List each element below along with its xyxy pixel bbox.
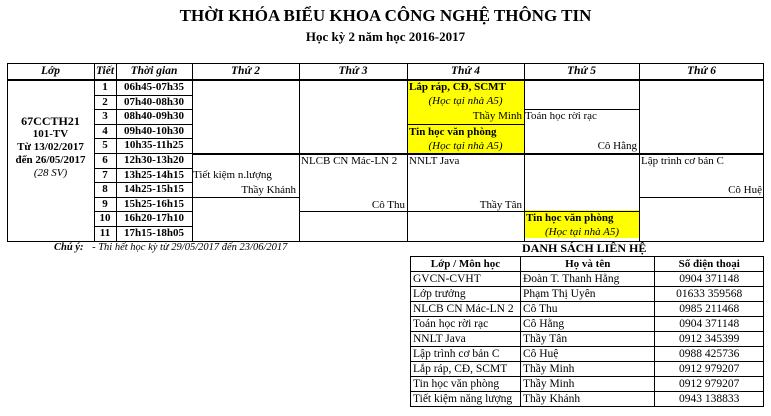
session-thu4-tin-hoc-note: (Học tại nhà A5) [428,140,503,152]
grid-line [94,109,193,110]
class-room: 101-TV [32,128,69,140]
grid-line [407,211,525,212]
period-time: 15h25-16h15 [124,197,184,210]
grid-line [407,124,525,125]
contact-row [411,347,764,362]
contact-phone: 0943 138833 [655,392,764,407]
period-time: 12h30-13h20 [124,154,184,166]
header-lop: Lớp [41,65,60,77]
grid-line [7,63,764,64]
contact-phone: 0912 345399 [655,332,764,347]
contact-subject: Lớp trưởng [411,287,521,302]
period-time: 13h25-14h15 [124,168,184,181]
contact-row [411,392,764,407]
period-time: 06h45-07h35 [124,81,184,93]
contact-name: Phạm Thị Uyên [520,287,655,302]
period-number: 4 [102,124,108,137]
period-time: 08h40-09h30 [124,110,184,123]
contact-subject: Lập trình cơ bản C [411,347,521,362]
contact-row [411,287,764,302]
grid-line [94,197,193,198]
period-number: 2 [102,95,108,108]
class-to: đến 26/05/2017 [15,154,86,166]
session-thu4-java-teacher: Thầy Tân [479,199,522,211]
contact-subject: NLCB CN Mác-LN 2 [411,302,521,317]
contact-phone: 0988 425736 [655,347,764,362]
session-thu2-tiet-kiem-subject: Tiết kiệm n.lượng [193,169,272,181]
contact-name: Thầy Khánh [520,392,655,407]
grid-line [299,211,408,212]
contact-name: Cô Huệ [520,347,655,362]
contact-subject: Tin học văn phòng [411,377,521,392]
contacts-title: DANH SÁCH LIÊN HỆ [522,241,647,255]
period-number: 3 [102,110,108,123]
contact-subject: Lắp ráp, CĐ, SCMT [411,362,521,377]
period-number: 10 [99,212,111,225]
session-thu4-tin-hoc-subject: Tin học văn phòng [409,126,497,138]
note-text: - Thi hết học kỳ từ 29/05/2017 đến 23/06/2017 [92,242,288,253]
period-time: 14h25-15h15 [124,183,184,196]
contacts-header-lop: Lớp / Môn học [411,257,521,272]
period-number: 9 [102,197,108,210]
contacts-header-name: Họ và tên [520,257,655,272]
grid-line [94,226,193,227]
period-number: 7 [102,168,108,181]
period-number: 6 [102,154,108,166]
session-thu4-lap-rap-teacher: Thầy Minh [472,110,522,122]
session-thu5-toan-subject: Toán học rời rạc [525,110,597,122]
session-thu6-c-teacher: Cô Huệ [728,184,762,196]
session-thu5-tin-hoc-subject: Tin học văn phòng [526,212,614,224]
period-number: 8 [102,183,108,196]
session-thu5-toan-teacher: Cô Hằng [597,140,637,152]
exam-note [54,242,287,253]
grid-line [94,168,193,169]
contact-row [411,317,764,332]
class-from: Từ 13/02/2017 [17,141,84,153]
grid-line [94,211,193,212]
session-thu4-java-subject: NNLT Java [409,155,460,167]
header-thu6: Thứ 6 [687,65,716,77]
contact-subject: Toán học rời rạc [411,317,521,332]
session-thu5-tin-hoc-note: (Học tại nhà A5) [544,226,620,238]
session-thu3-nlcb-subject: NLCB CN Mác-LN 2 [301,155,398,167]
contact-phone: 0904 371148 [655,272,764,287]
header-thu5: Thứ 5 [567,65,596,77]
contact-phone: 0912 979207 [655,377,764,392]
grid-line [94,95,193,96]
period-time: 09h40-10h30 [124,124,184,137]
grid-line [524,109,640,110]
contact-phone: 0904 371148 [655,317,764,332]
contact-subject: Tiết kiệm năng lượng [411,392,521,407]
contact-row [411,362,764,377]
grid-line [94,124,193,125]
class-students: (28 SV) [33,167,68,179]
grid-line [94,153,193,154]
contact-phone: 01633 359568 [655,287,764,302]
grid-line [192,153,764,155]
contact-name: Cô Thu [520,302,655,317]
header-tiet: Tiết [95,65,115,77]
contacts-table [410,256,764,407]
grid-line [94,182,193,183]
contact-name: Thầy Minh [520,362,655,377]
header-thu3: Thứ 3 [338,65,368,77]
header-thu2: Thứ 2 [231,65,260,77]
period-number: 1 [102,81,108,93]
period-number: 5 [102,139,108,152]
period-number: 11 [99,227,111,239]
contact-row [411,332,764,347]
contact-row [411,272,764,287]
grid-line [94,138,193,139]
grid-line [192,197,300,198]
contact-name: Cô Hằng [520,317,655,332]
contacts-header-phone: Số điện thoại [655,257,764,272]
session-thu4-lap-rap-subject: Lắp ráp, CĐ, SCMT [409,81,506,93]
contact-name: Thầy Minh [520,377,655,392]
timetable-grid [7,63,764,241]
period-time: 10h35-11h25 [124,139,184,152]
header-thu4: Thứ 4 [451,65,480,77]
period-time: 17h15-18h05 [124,227,184,239]
contact-row [411,377,764,392]
class-info [7,115,94,180]
period-time: 07h40-08h30 [124,95,184,108]
contact-name: Thầy Tân [520,332,655,347]
grid-line [7,79,764,81]
contact-name: Đoàn T. Thanh Hằng [520,272,655,287]
grid-line [7,63,8,242]
page-subtitle: Học kỳ 2 năm học 2016-2017 [305,29,466,44]
grid-line [524,211,640,212]
contact-phone: 0985 211468 [655,302,764,317]
period-time: 16h20-17h10 [124,212,184,225]
session-thu3-nlcb-teacher: Cô Thu [371,199,405,211]
page-title: THỜI KHÓA BIỂU KHOA CÔNG NGHỆ THÔNG TIN [179,6,592,25]
contact-row [411,302,764,317]
session-thu4-lap-rap-note: (Học tại nhà A5) [428,95,503,107]
contact-phone: 0912 979207 [655,362,764,377]
contact-subject: NNLT Java [411,332,521,347]
contact-subject: GVCN-CVHT [411,272,521,287]
note-label: Chú ý: [54,242,84,253]
header-thoigian: Thời gian [130,65,178,77]
class-code: 67CCTH21 [21,115,80,128]
session-thu6-c-subject: Lập trình cơ bản C [641,155,724,167]
grid-line [639,197,764,198]
session-thu2-tiet-kiem-teacher: Thầy Khánh [241,184,296,196]
